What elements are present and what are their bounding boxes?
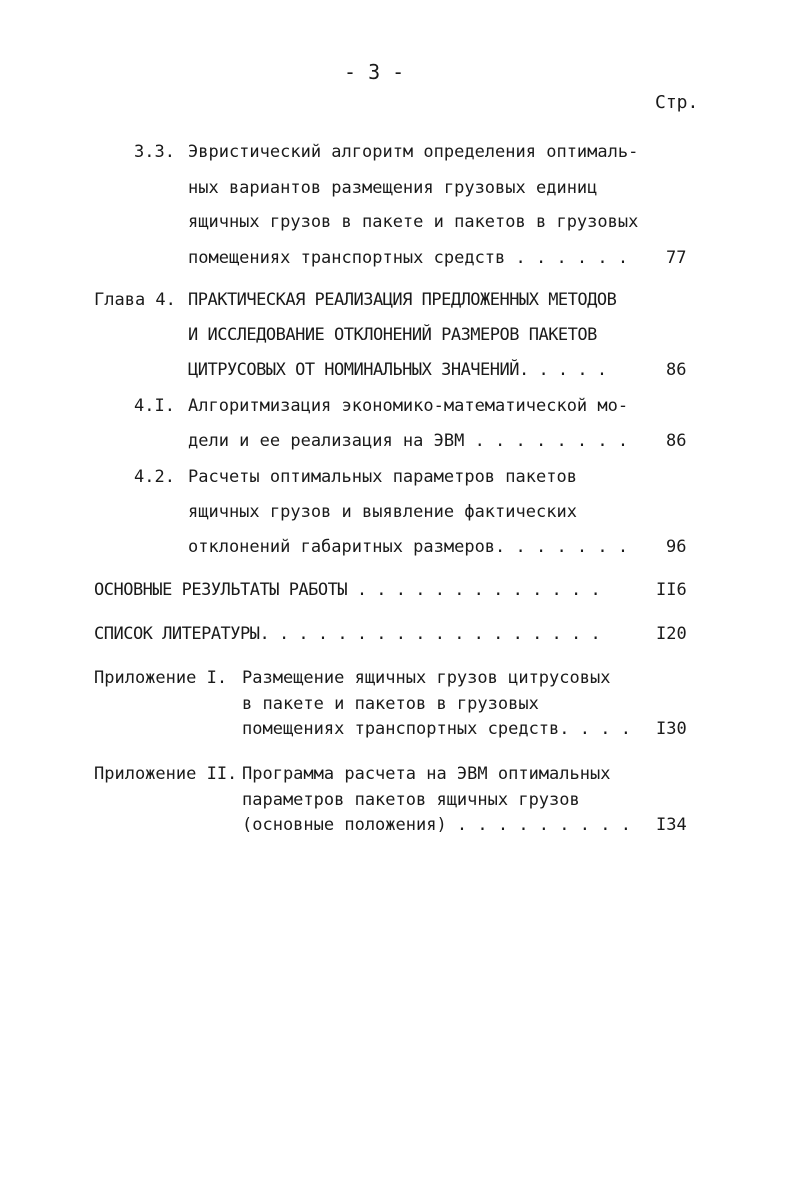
toc-entry-page: II6 — [656, 580, 687, 600]
toc-entry-page: I20 — [656, 624, 687, 644]
toc-entry-page: I34 — [656, 815, 687, 835]
toc-entry-line: ПРАКТИЧЕСКАЯ РЕАЛИЗАЦИЯ ПРЕДЛОЖЕННЫХ МЕТОДОВ — [188, 290, 617, 310]
toc-entry-number: 3.3. — [134, 142, 175, 162]
toc-entry-page: 77 — [666, 248, 687, 268]
toc-entry-line: ОСНОВНЫЕ РЕЗУЛЬТАТЫ РАБОТЫ . . . . . . . . . . . . . — [94, 580, 601, 600]
toc-entry-number: 4.I. — [134, 396, 175, 416]
toc-entry-line: Программа расчета на ЭВМ оптимальных — [242, 764, 611, 784]
toc-entry-line: Размещение ящичных грузов цитрусовых — [242, 668, 611, 688]
toc-entry-page: 96 — [666, 537, 687, 557]
toc-entry-line: отклонений габаритных размеров. . . . . . . — [188, 537, 629, 557]
toc-entry-label: Приложение II. — [94, 764, 238, 784]
toc-entry-number: 4.2. — [134, 467, 175, 487]
page-number: - 3 - — [344, 60, 405, 84]
toc-entry-line: ящичных грузов в пакете и пакетов в грузовых — [188, 212, 639, 232]
toc-entry-label: Глава 4. — [94, 290, 176, 310]
toc-entry-line: в пакете и пакетов в грузовых — [242, 694, 539, 714]
toc-entry-line: помещениях транспортных средств . . . . . . — [188, 248, 629, 268]
toc-entry-page: 86 — [666, 431, 687, 451]
toc-entry-label: Приложение I. — [94, 668, 228, 688]
toc-entry-line: ящичных грузов и выявление фактических — [188, 502, 577, 522]
toc-entry-line: (основные положения) . . . . . . . . . — [242, 815, 631, 835]
page-column-label: Стр. — [655, 92, 699, 113]
toc-entry-line: ных вариантов размещения грузовых единиц — [188, 178, 598, 198]
toc-entry-line: помещениях транспортных средств. . . . — [242, 719, 631, 739]
toc-entry-line: ЦИТРУСОВЫХ ОТ НОМИНАЛЬНЫХ ЗНАЧЕНИЙ. . . . . — [188, 360, 607, 380]
toc-entry-line: Расчеты оптимальных параметров пакетов — [188, 467, 577, 487]
toc-entry-line: Эвристический алгоритм определения оптималь- — [188, 142, 639, 162]
toc-entry-page: 86 — [666, 360, 687, 380]
toc-entry-line: параметров пакетов ящичных грузов — [242, 790, 580, 810]
toc-entry-line: И ИССЛЕДОВАНИЕ ОТКЛОНЕНИЙ РАЗМЕРОВ ПАКЕТОВ — [188, 325, 597, 345]
toc-entry-line: Алгоритмизация экономико-математической мо- — [188, 396, 629, 416]
toc-entry-line: дели и ее реализация на ЭВМ . . . . . . . . — [188, 431, 629, 451]
toc-entry-line: СПИСОК ЛИТЕРАТУРЫ. . . . . . . . . . . . . . . . . . — [94, 624, 601, 644]
toc-entry-page: I30 — [656, 719, 687, 739]
